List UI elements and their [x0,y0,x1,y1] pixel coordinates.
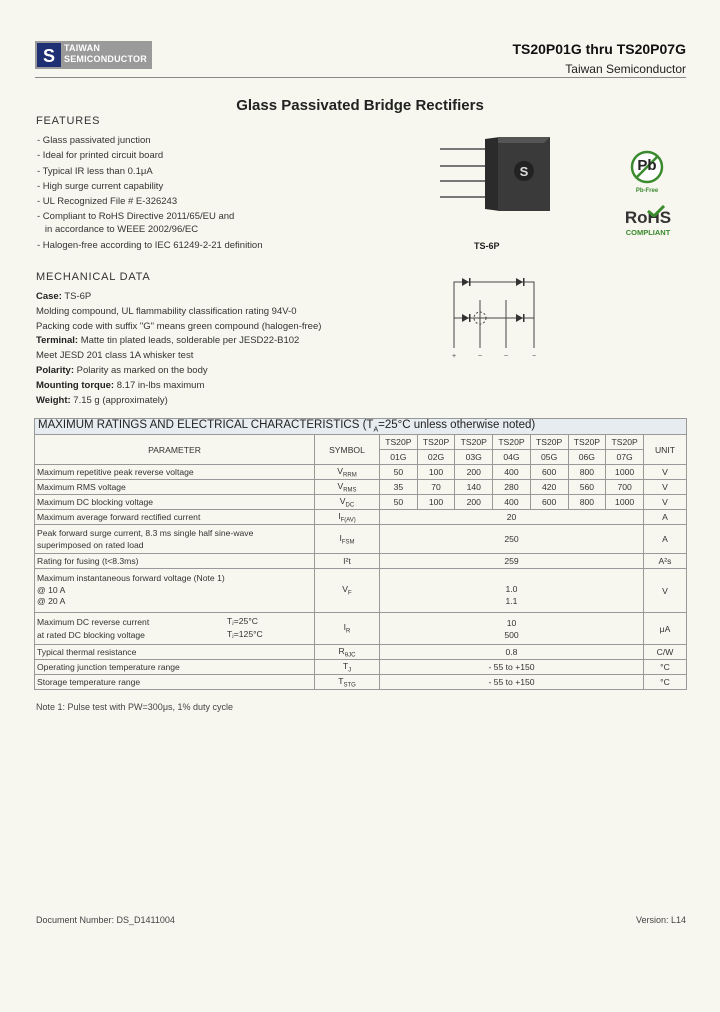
feature-item: - High surge current capability [37,180,164,192]
mech-torque-label: Mounting torque: [36,379,115,391]
symbol-sub: F [348,590,352,597]
rohs-badge [620,208,676,237]
rohs-text: RoHS [624,208,672,227]
row-value [380,613,644,645]
pb-caption: Pb-Free [635,188,659,194]
table-row [35,480,687,495]
mech-case-label: Case: [36,291,62,302]
mech-weight-label: Weight: [36,394,71,406]
row-param: Rating for fusing (t<8.3ms) [35,554,315,569]
feature-item: - Ideal for printed circuit board [37,150,164,162]
table-title-rest: =25°C unless otherwise noted) [378,419,536,432]
col-header-suffix: 06G [568,450,606,465]
col-header-suffix: 03G [455,450,493,465]
symbol-sub: R [346,628,351,635]
row-param: Typical thermal resistance [35,645,315,660]
row-param: Maximum RMS voltage [35,480,315,495]
symbol-main: V [339,495,346,506]
row-param: Operating junction temperature range [35,660,315,675]
row-symbol [315,495,380,510]
row-value: 259 [380,554,644,569]
mech-torque-value: 8.17 in-lbs maximum [114,379,205,391]
row-unit: V [644,495,687,510]
row-param-line: at rated DC blocking voltage [37,629,145,640]
checkmark-icon [646,205,666,217]
symbol-main: T [338,675,344,686]
row-param-line: Maximum instantaneous forward voltage (Note 1) [37,573,225,584]
symbol-sub: RRM [343,472,357,479]
row-param: Maximum average forward rectified current [35,510,315,525]
row-value: 50 [380,465,418,480]
mech-molding: Molding compound, UL flammability classification rating 94V-0 [36,305,297,317]
row-symbol [315,613,380,645]
version-label: Version: L14 [635,915,686,925]
table-row [35,465,687,480]
row-unit: μA [644,613,687,645]
row-unit: A [644,525,687,554]
table-title-sub: A [373,426,379,434]
col-header-unit: UNIT [644,435,687,465]
row-value: 100 [417,465,455,480]
row-unit: V [644,480,687,495]
features-list [37,133,263,254]
row-unit: V [644,465,687,480]
mech-terminal-label: Terminal: [36,335,79,347]
row-value: 700 [606,480,644,495]
table-title-main: MAXIMUM RATINGS AND ELECTRICAL CHARACTERISTICS (T [38,419,374,432]
col-header-suffix: 05G [530,450,568,465]
header-divider [35,77,686,78]
mech-polarity-label: Polarity: [36,364,75,376]
row-value: 400 [493,465,531,480]
row-unit: °C [644,660,687,675]
mech-packing: Packing code with suffix "G" means green compound (halogen-free) [36,320,322,332]
table-row [35,645,687,660]
symbol-main: V [342,584,349,595]
table-note: Note 1: Pulse test with PW=300μs, 1% duty cycle [36,702,234,712]
pb-text: Pb [637,157,657,174]
row-value: 35 [380,480,418,495]
row-param-line: Maximum DC reverse current [37,616,150,627]
symbol-main: I [343,622,347,633]
table-row [35,510,687,525]
package-label: TS-6P [474,241,500,251]
mech-torque [36,379,321,394]
features-heading: FEATURES [36,115,101,127]
document-number: Document Number: DS_D1411004 [36,915,175,925]
feature-item: - Glass passivated junction [37,135,151,146]
mech-terminal [36,334,321,349]
row-unit: C/W [644,645,687,660]
row-value: 560 [568,480,606,495]
svg-text:S: S [519,164,529,179]
row-param-line: @ 10 A [37,584,66,595]
row-value: 280 [493,480,531,495]
row-value-line: 10 [506,617,517,628]
symbol-sub: FSM [341,539,355,546]
table-row [35,675,687,690]
row-symbol [315,480,380,495]
row-value-line: 1.0 [505,584,518,594]
feature-item: - Typical IR less than 0.1μA [37,165,153,177]
symbol-sub: DC [345,502,355,509]
row-symbol [315,569,380,613]
row-condition: Tⱼ=25°C [227,616,258,626]
logo-text [64,43,147,65]
col-header-part: TS20P [455,435,493,450]
mech-polarity [36,364,321,379]
row-param-line: @ 20 A [37,596,66,607]
part-title: TS20P01G thru TS20P07G [512,41,686,57]
row-value: 70 [417,480,455,495]
row-value: 420 [530,480,568,495]
col-header-suffix: 04G [493,450,531,465]
mech-terminal-value: Matte tin plated leads, solderable per JESD22-B102 [78,335,300,347]
row-value: 800 [568,465,606,480]
row-param [35,569,315,613]
logo-line1: TAIWAN [64,43,101,53]
symbol-main: I [338,510,341,521]
symbol-main: V [337,465,344,476]
col-header-suffix: 02G [417,450,455,465]
row-symbol [315,510,380,525]
row-value: 1000 [606,495,644,510]
col-header-symbol: SYMBOL [315,435,380,465]
symbol-main: V [337,480,344,491]
table-row [35,554,687,569]
row-value: 50 [380,495,418,510]
feature-item: - Halogen-free according to IEC 61249-2-21 definition [37,240,263,252]
row-unit: A [644,510,687,525]
logo-icon [37,43,61,67]
company-name: Taiwan Semiconductor [565,62,686,76]
col-header-parameter: PARAMETER [35,435,315,465]
symbol-sub: J [348,667,352,674]
symbol-main: R [338,645,345,656]
table-row [35,569,687,613]
row-value: 600 [530,495,568,510]
symbol-main: T [342,660,349,671]
col-header-suffix: 01G [380,450,418,465]
col-header-part: TS20P [606,435,644,450]
row-param: Storage temperature range [35,675,315,690]
symbol-sub: RMS [343,487,357,494]
row-symbol [315,525,380,554]
row-condition: Tⱼ=125°C [227,629,263,639]
row-param: Maximum DC blocking voltage [35,495,315,510]
row-value: 0.8 [380,645,644,660]
ratings-table [34,418,687,690]
mechanical-heading: MECHANICAL DATA [36,271,151,283]
col-header-part: TS20P [568,435,606,450]
symbol-main: I [339,532,342,543]
row-symbol [315,645,380,660]
row-value: 400 [493,495,531,510]
row-value-line: 1.1 [505,595,518,606]
row-symbol [315,465,380,480]
row-value [380,569,644,613]
row-symbol: I²t [315,554,380,569]
mech-weight [36,394,321,409]
row-symbol [315,660,380,675]
svg-text:S: S [42,46,56,66]
mech-case [36,290,321,305]
row-param: Maximum repetitive peak reverse voltage [35,465,315,480]
svg-text:~: ~ [503,353,509,360]
row-param [35,525,315,554]
rohs-caption: COMPLIANT [625,228,671,237]
schematic-diagram [440,270,550,367]
svg-text:−: − [531,353,537,360]
row-value: 250 [380,525,644,554]
page-title: Glass Passivated Bridge Rectifiers [236,97,484,114]
table-title [35,419,687,435]
col-header-part: TS20P [417,435,455,450]
table-row [35,525,687,554]
row-value: 20 [380,510,644,525]
feature-item: - UL Recognized File # E-326243 [37,196,178,208]
col-header-suffix: 07G [606,450,644,465]
row-symbol [315,675,380,690]
row-value: 600 [530,465,568,480]
svg-text:+: + [451,353,457,360]
package-image [440,135,560,220]
row-value: - 55 to +150 [380,675,644,690]
row-param-line: Peak forward surge current, 8.3 ms single half sine-wave [37,528,254,538]
table-row [35,613,687,645]
row-unit: A²s [644,554,687,569]
mech-jesd: Meet JESD 201 class 1A whisker test [36,350,194,362]
mech-case-value: TS-6P [61,291,92,302]
mechanical-list [36,290,321,408]
table-row [35,495,687,510]
logo-line2: SEMICONDUCTOR [64,54,147,64]
row-value: - 55 to +150 [380,660,644,675]
svg-text:~: ~ [477,353,483,360]
row-param-line: superimposed on rated load [37,540,144,550]
row-param [35,613,315,645]
row-value: 200 [455,465,493,480]
symbol-sub: F(AV) [340,517,356,524]
row-value: 140 [455,480,493,495]
row-value: 800 [568,495,606,510]
table-row [35,660,687,675]
feature-item: in accordance to WEEE 2002/96/EC [37,224,199,236]
pb-free-badge [626,149,668,194]
row-conditions [227,615,263,641]
col-header-part: TS20P [380,435,418,450]
mech-polarity-value: Polarity as marked on the body [74,364,208,376]
mech-weight-value: 7.15 g (approximately) [70,394,168,406]
row-value-line: 500 [504,629,519,640]
row-value: 1000 [606,465,644,480]
col-header-part: TS20P [530,435,568,450]
row-value: 100 [417,495,455,510]
col-header-part: TS20P [493,435,531,450]
row-unit: V [644,569,687,613]
row-value: 200 [455,495,493,510]
row-unit: °C [644,675,687,690]
feature-item: - Compliant to RoHS Directive 2011/65/EU and [37,211,235,223]
symbol-sub: θJC [344,652,356,659]
symbol-sub: STG [343,682,356,689]
